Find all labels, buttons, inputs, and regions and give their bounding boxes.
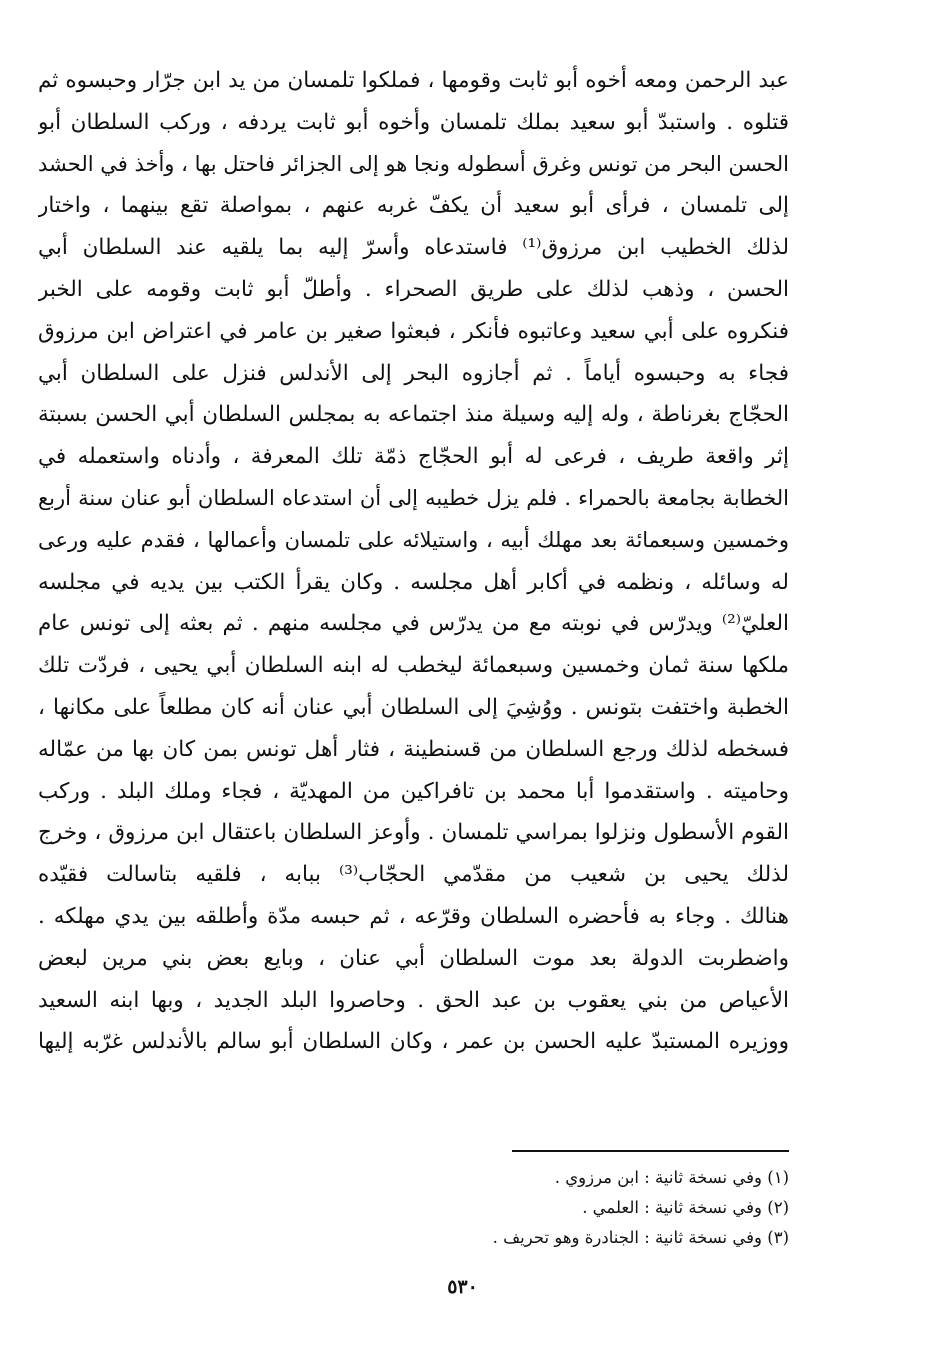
footnote-1: (١) وفي نسخة ثانية : ابن مرزوي . [554, 1168, 789, 1187]
text-line: الخطبة واختفت بتونس . ووُشِيَ إلى السلطان أبي عنان أنه كان مطلعاً على مكانها ، [38, 694, 789, 720]
text-line: وخمسين وسبعمائة بعد مهلك أبيه ، واستيلائه على تلمسان وأعمالها ، فقدم عليه ورعى [38, 527, 789, 552]
text-line: له وسائله ، ونظمه في أكابر أهل مجلسه . وكان يقرأ الكتب بين يديه في مجلسه [38, 569, 789, 595]
text-line: وحاميته . واستقدموا أبا محمد بن تافراكين من المهديّة ، فجاء وملك البلد . وركب [38, 778, 789, 804]
text-line: إثر واقعة طريف ، فرعى له أبو الحجّاج ذمّة تلك المعرفة ، وأدناه واستعمله في [38, 444, 789, 470]
text-line: الأعياص من بني يعقوب بن عبد الحق . وحاصروا البلد الجديد ، وبها ابنه السعيد [38, 987, 789, 1013]
text-line: واضطربت الدولة بعد موت السلطان أبي عنان ، وبايع بعض بني مرين لبعض [38, 945, 789, 971]
text-line: فجاء به وحبسوه أياماً . ثم أجازوه البحر إلى الأندلس فنزل على السلطان أبي [38, 360, 789, 386]
text-line: هنالك . وجاء به فأحضره السلطان وقرّعه ، ثم حبسه مدّة وأطلقه بين يدي مهلكه . [38, 903, 789, 929]
text-line: ووزيره المستبدّ عليه الحسن بن عمر ، وكان السلطان أبو سالم بالأندلس غرّبه إليها [38, 1029, 789, 1055]
text-line: إلى تلمسان ، فرأى أبو سعيد أن يكفّ غربه عنهم ، بمواصلة تقع بينهما ، واختار [38, 193, 789, 219]
text-line: الحجّاج بغرناطة ، وله إليه وسيلة منذ اجتماعه به بمجلس السلطان أبي الحسن بسبتة [38, 402, 789, 428]
text-line: ملكها سنة ثمان وخمسين وسبعمائة ليخطب له ابنه السلطان أبي يحيى ، فردّت تلك [38, 653, 789, 679]
text-line: فنكروه على أبي سعيد وعاتبوه فأنكر ، فبعثوا صغير بن عامر في اعتراض ابن مرزوق [38, 318, 789, 344]
text-line: الحسن ، وذهب لذلك على طريق الصحراء . وأطلّ أبو ثابت وقومه على الخبر [38, 276, 789, 302]
text-line: لذلك يحيى بن شعيب من مقدّمي الحجّاب⁽³⁾ ببابه ، فلقيه بتاسالت فقيّده [38, 862, 789, 888]
page-number: ٥٣٠ [447, 1276, 478, 1298]
text-line: قتلوه . واستبدّ أبو سعيد بملك تلمسان وأخوه أبو ثابت يردفه ، وركب السلطان أبو [38, 109, 789, 135]
text-line: عبد الرحمن ومعه أخوه أبو ثابت وقومها ، فملكوا تلمسان من يد ابن جرّار وحبسوه ثم [38, 68, 789, 93]
text-line: الحسن البحر من تونس وغرق أسطوله ونجا هو إلى الجزائر فاحتل بها ، وأخذ في الحشد [38, 151, 789, 176]
footnote-separator-rule [512, 1150, 789, 1152]
text-line: العليّ⁽²⁾ ويدرّس في نوبته مع من يدرّس في مجلسه منهم . ثم بعثه إلى تونس عام [38, 611, 789, 637]
text-line: لذلك الخطيب ابن مرزوق⁽¹⁾ فاستدعاه وأسرّ إليه بما يلقيه عند السلطان أبي [38, 235, 789, 261]
text-line: القوم الأسطول ونزلوا بمراسي تلمسان . وأوعز السلطان باعتقال ابن مرزوق ، وخرج [38, 820, 789, 846]
footnote-3: (٣) وفي نسخة ثانية : الجنادرة وهو تحريف . [492, 1228, 789, 1247]
footnotes [369, 1163, 789, 1253]
text-line: فسخطه لذلك ورجع السلطان من قسنطينة ، فثار أهل تونس بمن كان بها من عمّاله [38, 736, 789, 762]
text-line: الخطابة بجامعة بالحمراء . فلم يزل خطيبه إلى أن استدعاه السلطان أبو عنان سنة أربع [38, 485, 789, 510]
main-text-block [38, 60, 789, 1063]
footnote-2: (٢) وفي نسخة ثانية : العلمي . [582, 1198, 789, 1217]
